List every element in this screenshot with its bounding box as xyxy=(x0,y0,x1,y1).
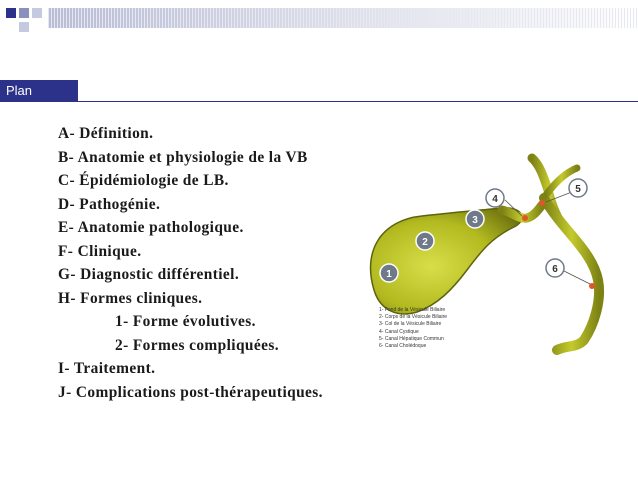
cystic-duct xyxy=(502,205,542,218)
gallbladder-shape xyxy=(371,208,522,314)
outline-item: E- Anatomie pathologique. xyxy=(58,219,244,236)
header-band xyxy=(48,8,638,28)
legend-item: 5- Canal Hépatique Commun xyxy=(379,335,444,342)
slide-title: Plan xyxy=(0,80,78,102)
legend-item: 4- Canal Cystique xyxy=(379,328,419,335)
corner-decoration xyxy=(0,0,48,36)
outline-item: A- Définition. xyxy=(58,125,154,142)
outline-item: H- Formes cliniques. xyxy=(58,289,203,307)
svg-text:5: 5 xyxy=(575,184,581,195)
svg-text:6: 6 xyxy=(552,264,558,275)
marker-2 xyxy=(416,232,434,250)
outline-item: C- Épidémiologie de LB. xyxy=(58,172,229,189)
svg-text:4: 4 xyxy=(492,194,498,205)
legend-item: 2- Corps de la Vésicule Biliaire xyxy=(379,314,448,321)
outline-item: G- Diagnostic différentiel. xyxy=(58,266,240,283)
marker-4 xyxy=(486,189,504,207)
outline-list xyxy=(58,122,323,404)
outline-item: B- Anatomie et physiologie de la VB xyxy=(58,148,308,166)
outline-item: J- Complications post-thérapeutiques. xyxy=(58,383,323,401)
outline-item: D- Pathogénie. xyxy=(58,195,161,213)
svg-text:3: 3 xyxy=(472,215,478,226)
title-divider xyxy=(78,101,638,102)
outline-subitem: 2- Formes compliquées. xyxy=(115,336,279,354)
outline-subitem: 1- Forme évolutives. xyxy=(115,313,256,330)
legend-item: 1- Fond de la Vésicule Biliaire xyxy=(379,307,446,313)
duct-dot xyxy=(522,215,528,221)
marker-5 xyxy=(569,179,587,197)
svg-text:2: 2 xyxy=(422,237,428,248)
outline-item: F- Clinique. xyxy=(58,242,142,260)
marker-3 xyxy=(466,210,484,228)
outline-item: I- Traitement. xyxy=(58,360,156,377)
figure-legend xyxy=(379,307,447,350)
legend-item: 6- Canal Cholédoque xyxy=(379,343,427,350)
legend-item: 3- Col de la Vésicule Biliaire xyxy=(379,321,442,328)
marker-6 xyxy=(546,259,564,277)
marker-1 xyxy=(380,264,398,282)
svg-text:1: 1 xyxy=(386,269,392,280)
duct-dot xyxy=(539,200,545,206)
